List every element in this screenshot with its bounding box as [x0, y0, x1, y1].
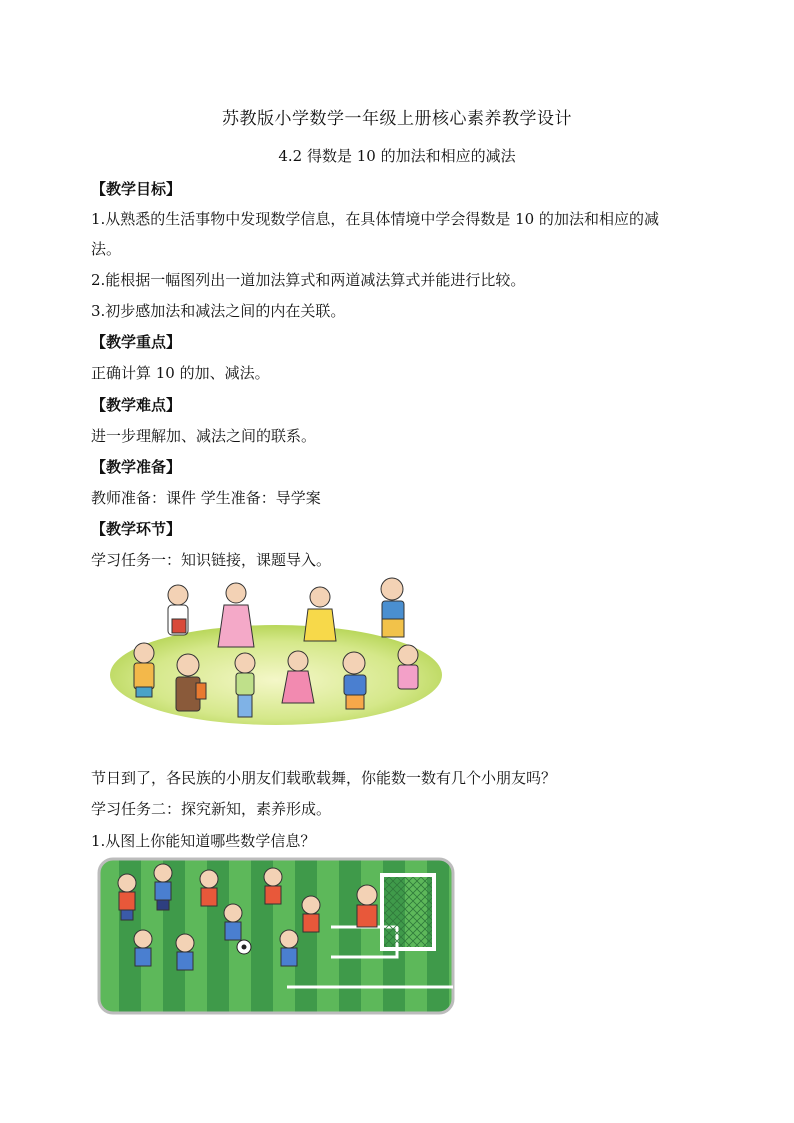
heading-key-points: 【教学重点】: [91, 333, 182, 351]
dancing-children-illustration: [108, 575, 448, 735]
heading-difficulties: 【教学难点】: [91, 396, 182, 414]
goal-1-line-b: 法。: [91, 240, 122, 258]
heading-goals: 【教学目标】: [91, 180, 182, 198]
key-points-text: 正确计算 10 的加、减法。: [91, 364, 270, 382]
goal-3: 3.初步感加法和减法之间的内在关联。: [91, 302, 346, 320]
difficulties-text: 进一步理解加、减法之间的联系。: [91, 427, 317, 445]
question-math-info: 1.从图上你能知道哪些数学信息？: [91, 832, 316, 850]
heading-teaching-steps: 【教学环节】: [91, 520, 182, 538]
preparation-text: 教师准备：课件 学生准备：导学案: [91, 489, 321, 507]
question-count-children: 节日到了，各民族的小朋友们载歌载舞，你能数一数有几个小朋友吗？: [91, 769, 557, 787]
document-subtitle: 4.2 得数是 10 的加法和相应的减法: [278, 147, 516, 165]
document-title: 苏教版小学数学一年级上册核心素养教学设计: [222, 109, 572, 129]
heading-preparation: 【教学准备】: [91, 458, 182, 476]
child-figure: [168, 585, 188, 635]
task-2: 学习任务二：探究新知，素养形成。: [91, 800, 332, 818]
task-1: 学习任务一：知识链接，课题导入。: [91, 551, 332, 569]
goal-2: 2.能根据一幅图列出一道加法算式和两道减法算式并能进行比较。: [91, 271, 526, 289]
goal-1-line-a: 1.从熟悉的生活事物中发现数学信息，在具体情境中学会得数是 10 的加法和相应的减: [91, 210, 659, 228]
soccer-field-illustration: [97, 857, 455, 1015]
